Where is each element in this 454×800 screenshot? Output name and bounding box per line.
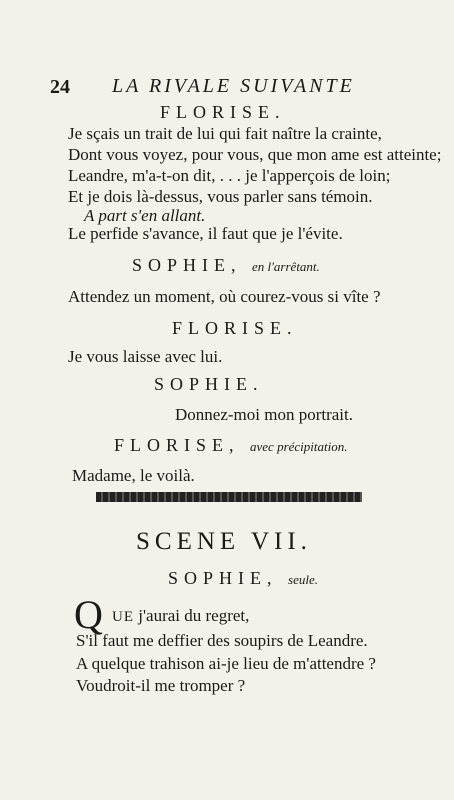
speaker-name: SOPHIE, — [132, 255, 242, 275]
first-word-caps: UE — [112, 609, 134, 625]
speaker-florise — [114, 435, 347, 456]
running-title: LA RIVALE SUIVANTE — [112, 75, 355, 97]
verse-line: Attendez un moment, où courez-vous si vîte ? — [68, 287, 381, 306]
speaker-florise: FLORISE. — [172, 318, 298, 338]
stage-direction-aside: A part s'en allant. — [84, 206, 206, 225]
stage-direction: en l'arrêtant. — [252, 259, 320, 274]
verse-line — [112, 606, 249, 626]
speaker-sophie — [168, 568, 318, 589]
verse-line: Et je dois là-dessus, vous parler sans témoin. — [68, 187, 373, 206]
drop-cap: Q — [74, 592, 103, 637]
verse-line: Leandre, m'a-t-on dit, . . . je l'apperçois de loin; — [68, 166, 391, 185]
speaker-name: FLORISE, — [114, 435, 240, 455]
verse-line: Je vous laisse avec lui. — [68, 347, 223, 366]
speaker-sophie: SOPHIE. — [154, 374, 264, 394]
verse-line: Le perfide s'avance, il faut que je l'évite. — [68, 224, 343, 243]
stage-direction: seule. — [288, 572, 318, 587]
verse-line: Je sçais un trait de lui qui fait naître la crainte, — [68, 124, 382, 143]
scene-title: SCENE VII. — [136, 528, 312, 555]
speaker-name: SOPHIE, — [168, 568, 278, 588]
ornamental-divider — [96, 492, 362, 502]
verse-line: S'il faut me deffier des soupirs de Leandre. — [76, 631, 368, 650]
page-number: 24 — [50, 76, 70, 98]
verse-line: Madame, le voilà. — [72, 466, 195, 485]
verse-line: Donnez-moi mon portrait. — [175, 405, 353, 424]
speaker-sophie — [132, 255, 320, 276]
verse-line: Voudroit-il me tromper ? — [76, 676, 246, 695]
speaker-florise: FLORISE. — [160, 102, 286, 122]
verse-line: A quelque trahison ai-je lieu de m'attendre ? — [76, 654, 376, 673]
first-line-rest: j'aurai du regret, — [138, 606, 250, 625]
verse-line: Dont vous voyez, pour vous, que mon ame est atteinte; — [68, 145, 442, 164]
stage-direction: avec précipitation. — [250, 439, 348, 454]
